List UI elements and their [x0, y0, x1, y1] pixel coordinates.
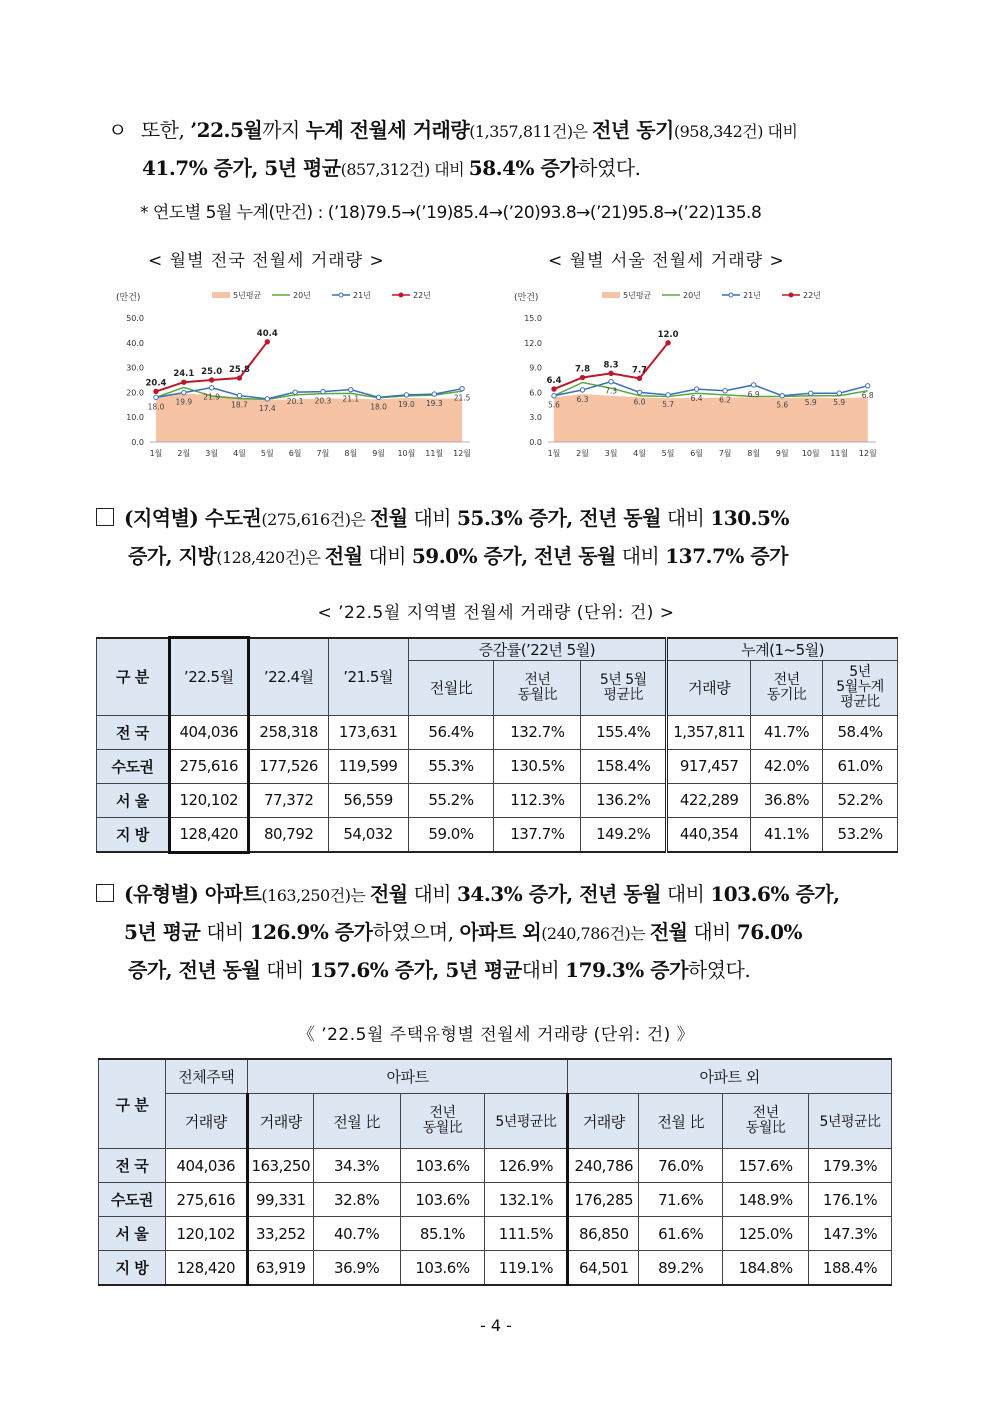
legend-entry: 5년평균 — [233, 291, 262, 300]
x-tick-label: 12월 — [858, 449, 877, 458]
data-label-22: 24.1 — [173, 369, 195, 380]
x-tick-label: 7월 — [316, 449, 330, 458]
table-cell: 41.1% — [751, 817, 823, 852]
table-cell: 157.6% — [723, 1149, 809, 1183]
x-tick-label: 6월 — [690, 449, 704, 458]
data-label-21: 6.9 — [747, 389, 760, 399]
table-cell: 176,285 — [568, 1183, 639, 1217]
header-col-2204: ’22.4월 — [248, 638, 328, 716]
table-cell: 112.3% — [494, 783, 581, 817]
table-cell: 128,420 — [169, 817, 248, 852]
intro-line-1: ㅇ 또한, ’22.5월까지 누계 전월세 거래량(1,357,811건)은 전년 동기(958,342건) 대비 — [108, 118, 798, 142]
table-cell: 40.7% — [313, 1217, 400, 1251]
x-tick-label: 4월 — [633, 449, 646, 458]
header-sub-5yr: 5년 5월 평균比 — [581, 660, 667, 715]
y-axis-label: (만건) — [116, 293, 141, 303]
table-cell: 34.3% — [313, 1149, 400, 1183]
data-label-21: 19.0 — [398, 399, 415, 409]
x-tick-label: 2월 — [177, 449, 191, 458]
data-label-22: 25.0 — [201, 367, 223, 377]
row-header: 수도권 — [97, 749, 170, 783]
legend-entry: 20년 — [683, 291, 701, 300]
data-point — [209, 378, 213, 382]
legend — [212, 290, 431, 300]
table-cell: 128,420 — [165, 1251, 247, 1286]
data-point — [637, 376, 641, 380]
y-tick-label: 0.0 — [529, 438, 542, 447]
table-cell: 275,616 — [169, 749, 248, 783]
table-cell: 55.3% — [408, 749, 494, 783]
x-tick-label: 6월 — [288, 449, 302, 458]
table-cell: 173,631 — [328, 715, 408, 749]
checkbox-icon — [96, 508, 114, 526]
table-cell: 130.5% — [494, 749, 581, 783]
table-cell: 126.9% — [485, 1149, 568, 1183]
data-label-22: 12.0 — [657, 329, 679, 340]
table-cell: 33,252 — [247, 1217, 313, 1251]
table-cell: 1,357,811 — [667, 715, 751, 749]
x-tick-label: 11월 — [425, 449, 444, 458]
table-cell: 36.9% — [313, 1251, 400, 1286]
data-label-21: 6.8 — [861, 390, 874, 400]
table-cell: 36.8% — [751, 783, 823, 817]
table-cell: 89.2% — [639, 1251, 723, 1286]
table1-title: < ’22.5월 지역별 전월세 거래량 (단위: 건) > — [317, 603, 675, 623]
legend-marker — [399, 293, 403, 297]
table-cell: 77,372 — [248, 783, 328, 817]
header-sub-0: 거래량 — [165, 1094, 247, 1149]
x-tick-label: 8월 — [747, 449, 761, 458]
table-row — [99, 1149, 892, 1183]
data-point — [209, 385, 213, 389]
table-cell: 103.6% — [400, 1183, 485, 1217]
data-point — [580, 375, 584, 379]
data-point — [182, 380, 186, 384]
x-tick-label: 1월 — [547, 449, 561, 458]
intro-paragraph — [108, 112, 908, 188]
data-label-22: 6.4 — [546, 376, 562, 387]
y-tick-label: 12.0 — [524, 338, 542, 348]
header-group-cumulative: 누계(1~5월) — [667, 638, 898, 661]
intro-note: * 연도별 5월 누계(만건) : (’18)79.5→(’19)85.4→(’20)93.8→(’21)95.8→(’22)135.8 — [140, 203, 762, 223]
y-tick-label: 3.0 — [529, 413, 542, 423]
table-cell: 32.8% — [313, 1183, 400, 1217]
legend-entry: 20년 — [293, 291, 311, 300]
x-tick-label: 12월 — [453, 449, 472, 458]
data-point — [780, 394, 784, 398]
row-header: 지 방 — [99, 1251, 166, 1286]
table-cell: 184.8% — [723, 1251, 809, 1286]
table-cell: 56,559 — [328, 783, 408, 817]
data-point — [723, 389, 727, 393]
x-tick-label: 8월 — [344, 449, 358, 458]
table-cell: 85.1% — [400, 1217, 485, 1251]
data-point — [154, 389, 158, 393]
table-cell: 179.3% — [809, 1149, 892, 1183]
table-cell: 404,036 — [169, 715, 248, 749]
chart-national — [112, 284, 482, 470]
data-label-21: 19.9 — [175, 397, 193, 407]
data-label-21: 6.3 — [576, 394, 589, 404]
data-label-21: 18.0 — [147, 402, 165, 412]
data-point — [552, 387, 556, 391]
x-tick-label: 4월 — [233, 449, 246, 458]
chart-title-national: < 월별 전국 전월세 거래량 > — [148, 251, 385, 271]
header-sub-3: 전년 동월比 — [400, 1094, 485, 1149]
data-label-21: 5.9 — [804, 398, 817, 408]
y-tick-label: 30.0 — [126, 363, 144, 373]
x-tick-label: 3월 — [604, 449, 618, 458]
table-cell: 63,919 — [247, 1251, 313, 1286]
table-row — [97, 783, 898, 817]
type-line-1: (유형별) 아파트(163,250건)는 전월 대비 34.3% 증가, 전년 동월 대비 103.6% 증가, — [96, 876, 916, 914]
legend-swatch-area — [602, 292, 620, 298]
data-point — [580, 388, 584, 392]
header-gubun-2: 구 분 — [99, 1059, 166, 1149]
table-cell: 404,036 — [165, 1149, 247, 1183]
table-region — [96, 636, 898, 854]
data-label-21: 20.3 — [314, 396, 332, 406]
table-cell: 59.0% — [408, 817, 494, 852]
y-tick-label: 50.0 — [126, 314, 144, 323]
table-cell: 61.0% — [823, 749, 898, 783]
y-tick-label: 15.0 — [524, 314, 542, 323]
x-tick-label: 11월 — [830, 449, 849, 458]
table-cell: 440,354 — [667, 817, 751, 852]
data-label-21: 6.2 — [719, 395, 732, 405]
data-point — [866, 384, 870, 388]
data-point — [321, 389, 325, 393]
series-5yr-avg-area — [554, 394, 868, 442]
type-line-3: 증가, 전년 동월 대비 157.6% 증가, 5년 평균대비 179.3% 증가하였다. — [128, 958, 751, 982]
y-tick-label: 6.0 — [529, 388, 542, 398]
row-header: 전 국 — [97, 715, 170, 749]
table-row — [99, 1217, 892, 1251]
data-point — [837, 391, 841, 395]
data-label-21: 5.7 — [662, 399, 675, 409]
table-cell: 148.9% — [723, 1183, 809, 1217]
header-sub-volume: 거래량 — [667, 660, 751, 715]
header-sub-5: 거래량 — [568, 1094, 639, 1149]
data-point — [432, 392, 436, 396]
x-tick-label: 10월 — [397, 449, 416, 458]
header-group-change: 증감률(’22년 5월) — [408, 638, 667, 661]
table-cell: 176.1% — [809, 1183, 892, 1217]
x-tick-label: 3월 — [205, 449, 219, 458]
header-non-apartment: 아파트 외 — [568, 1059, 892, 1094]
row-header: 전 국 — [99, 1149, 166, 1183]
data-label-22: 8.3 — [603, 360, 619, 371]
header-apartment: 아파트 — [247, 1059, 568, 1094]
region-paragraph — [96, 500, 916, 576]
x-tick-label: 2월 — [576, 449, 589, 458]
header-sub-yoy: 전년 동월比 — [494, 660, 581, 715]
legend-marker — [339, 293, 343, 297]
data-label-21: 21.5 — [453, 393, 471, 403]
data-label-21: 7.3 — [605, 386, 618, 396]
table-cell: 53.2% — [823, 817, 898, 852]
data-label-21: 18.0 — [370, 402, 387, 412]
table-cell: 42.0% — [751, 749, 823, 783]
data-point — [552, 394, 556, 398]
y-tick-label: 20.0 — [126, 388, 144, 398]
table-cell: 52.2% — [823, 783, 898, 817]
table-cell: 120,102 — [169, 783, 248, 817]
bullet: ㅇ — [108, 118, 127, 142]
chart-seoul — [510, 284, 888, 470]
legend-marker — [789, 293, 793, 297]
table-cell: 120,102 — [165, 1217, 247, 1251]
legend-entry: 22년 — [803, 291, 821, 300]
data-point — [293, 390, 297, 394]
page-number: - 4 - — [480, 1316, 512, 1335]
table-cell: 422,289 — [667, 783, 751, 817]
row-header: 서 울 — [99, 1217, 166, 1251]
legend-entry: 5년평균 — [623, 291, 652, 300]
table-cell: 177,526 — [248, 749, 328, 783]
series-5yr-avg-area — [156, 394, 462, 442]
data-label-22: 7.8 — [574, 364, 591, 375]
header-total: 전체주택 — [165, 1059, 247, 1094]
data-point — [751, 383, 755, 387]
data-point — [694, 387, 698, 391]
table-cell: 136.2% — [581, 783, 667, 817]
data-label-21: 19.3 — [425, 399, 443, 409]
data-point — [666, 341, 670, 345]
table-cell: 188.4% — [809, 1251, 892, 1286]
data-label-21: 20.1 — [286, 397, 304, 407]
table-cell: 99,331 — [247, 1183, 313, 1217]
data-point — [237, 393, 241, 397]
table-cell: 240,786 — [568, 1149, 639, 1183]
table-cell: 132.7% — [494, 715, 581, 749]
table-cell: 137.7% — [494, 817, 581, 852]
x-tick-label: 10월 — [801, 449, 820, 458]
data-point — [265, 340, 269, 344]
checkbox-icon — [96, 884, 114, 902]
data-label-21: 21.1 — [342, 394, 360, 404]
table-cell: 64,501 — [568, 1251, 639, 1286]
legend — [602, 290, 821, 300]
header-sub-7: 전년 동월比 — [723, 1094, 809, 1149]
data-label-21: 6.4 — [690, 394, 703, 404]
table-row — [99, 1183, 892, 1217]
x-tick-label: 1월 — [149, 449, 163, 458]
x-tick-label: 5월 — [661, 449, 675, 458]
table-housing-type — [98, 1058, 892, 1286]
data-point — [637, 390, 641, 394]
data-point — [460, 386, 464, 390]
header-sub-1: 거래량 — [247, 1094, 313, 1149]
table-row — [99, 1251, 892, 1286]
x-tick-label: 9월 — [372, 449, 386, 458]
data-label-21: 5.9 — [833, 398, 846, 408]
table-cell: 155.4% — [581, 715, 667, 749]
data-label-21: 17.4 — [258, 403, 276, 413]
table-cell: 119.1% — [485, 1251, 568, 1286]
table-cell: 71.6% — [639, 1183, 723, 1217]
y-tick-label: 0.0 — [131, 438, 144, 447]
table-cell: 41.7% — [751, 715, 823, 749]
legend-marker — [729, 293, 733, 297]
table-row — [97, 817, 898, 852]
table-cell: 86,850 — [568, 1217, 639, 1251]
data-label-21: 5.6 — [548, 400, 560, 410]
header-sub-yoy-cum: 전년 동기比 — [751, 660, 823, 715]
row-header: 서 울 — [97, 783, 170, 817]
header-gubun: 구 분 — [97, 638, 170, 716]
data-point — [808, 391, 812, 395]
table-cell: 58.4% — [823, 715, 898, 749]
legend-entry: 22년 — [413, 291, 431, 300]
table-cell: 80,792 — [248, 817, 328, 852]
data-point — [609, 371, 613, 375]
row-header: 수도권 — [99, 1183, 166, 1217]
header-sub-4: 5년평균比 — [485, 1094, 568, 1149]
region-line-2: 증가, 지방(128,420건)은 전월 대비 59.0% 증가, 전년 동월 대비 137.7% 증가 — [128, 544, 788, 568]
data-label-21: 5.6 — [776, 400, 789, 410]
intro-line-2: 41.7% 증가, 5년 평균(857,312건) 대비 58.4% 증가하였다. — [142, 156, 641, 180]
header-col-2205: ’22.5월 — [169, 638, 248, 716]
table-cell: 119,599 — [328, 749, 408, 783]
table-cell: 149.2% — [581, 817, 667, 852]
table-cell: 54,032 — [328, 817, 408, 852]
legend-entry: 21년 — [353, 291, 371, 300]
x-tick-label: 5월 — [260, 449, 274, 458]
data-point — [609, 379, 613, 383]
table-cell: 147.3% — [809, 1217, 892, 1251]
table-cell: 103.6% — [400, 1251, 485, 1286]
table-cell: 158.4% — [581, 749, 667, 783]
data-label-22: 40.4 — [256, 328, 278, 339]
header-sub-mom: 전월比 — [408, 660, 494, 715]
table-cell: 125.0% — [723, 1217, 809, 1251]
table-cell: 56.4% — [408, 715, 494, 749]
data-point — [376, 395, 380, 399]
data-label-21: 6.0 — [633, 397, 646, 407]
data-point — [154, 395, 158, 399]
data-point — [265, 397, 269, 401]
data-label-21: 21.9 — [203, 392, 221, 402]
header-sub-2: 전월 比 — [313, 1094, 400, 1149]
header-sub-8: 5년평균比 — [809, 1094, 892, 1149]
legend-entry: 21년 — [743, 291, 761, 300]
table-cell: 111.5% — [485, 1217, 568, 1251]
data-point — [182, 390, 186, 394]
header-sub-5yr-cum: 5년 5월누계 평균比 — [823, 660, 898, 715]
x-tick-label: 7월 — [718, 449, 732, 458]
header-col-2105: ’21.5월 — [328, 638, 408, 716]
legend-swatch-area — [212, 292, 230, 298]
table-cell: 61.6% — [639, 1217, 723, 1251]
data-point — [404, 393, 408, 397]
table-row — [97, 715, 898, 749]
data-label-22: 25.8 — [228, 365, 250, 376]
y-tick-label: 9.0 — [529, 363, 542, 373]
table-cell: 55.2% — [408, 783, 494, 817]
chart-title-seoul: < 월별 서울 전월세 거래량 > — [548, 251, 785, 271]
table-cell: 917,457 — [667, 749, 751, 783]
data-point — [349, 387, 353, 391]
table-cell: 76.0% — [639, 1149, 723, 1183]
y-tick-label: 40.0 — [126, 338, 144, 348]
data-label-22: 7.7 — [632, 365, 648, 376]
table-cell: 275,616 — [165, 1183, 247, 1217]
table-cell: 258,318 — [248, 715, 328, 749]
table-row — [97, 749, 898, 783]
table2-title: 《 ’22.5월 주택유형별 전월세 거래량 (단위: 건) 》 — [297, 1025, 695, 1045]
header-sub-6: 전월 比 — [639, 1094, 723, 1149]
y-axis-label: (만건) — [514, 293, 539, 303]
data-point — [666, 393, 670, 397]
type-paragraph — [96, 876, 916, 988]
type-line-2: 5년 평균 대비 126.9% 증가하였으며, 아파트 외(240,786건)는 전월 대비 76.0% — [124, 920, 803, 944]
row-header: 지 방 — [97, 817, 170, 852]
region-line-1: (지역별) 수도권(275,616건)은 전월 대비 55.3% 증가, 전년 동월 대비 130.5% — [96, 500, 916, 538]
table-cell: 163,250 — [247, 1149, 313, 1183]
data-point — [237, 376, 241, 380]
data-label-21: 18.7 — [231, 400, 248, 410]
table-cell: 103.6% — [400, 1149, 485, 1183]
table-cell: 132.1% — [485, 1183, 568, 1217]
x-tick-label: 9월 — [775, 449, 789, 458]
data-label-22: 20.4 — [145, 378, 167, 389]
y-tick-label: 10.0 — [126, 413, 144, 423]
